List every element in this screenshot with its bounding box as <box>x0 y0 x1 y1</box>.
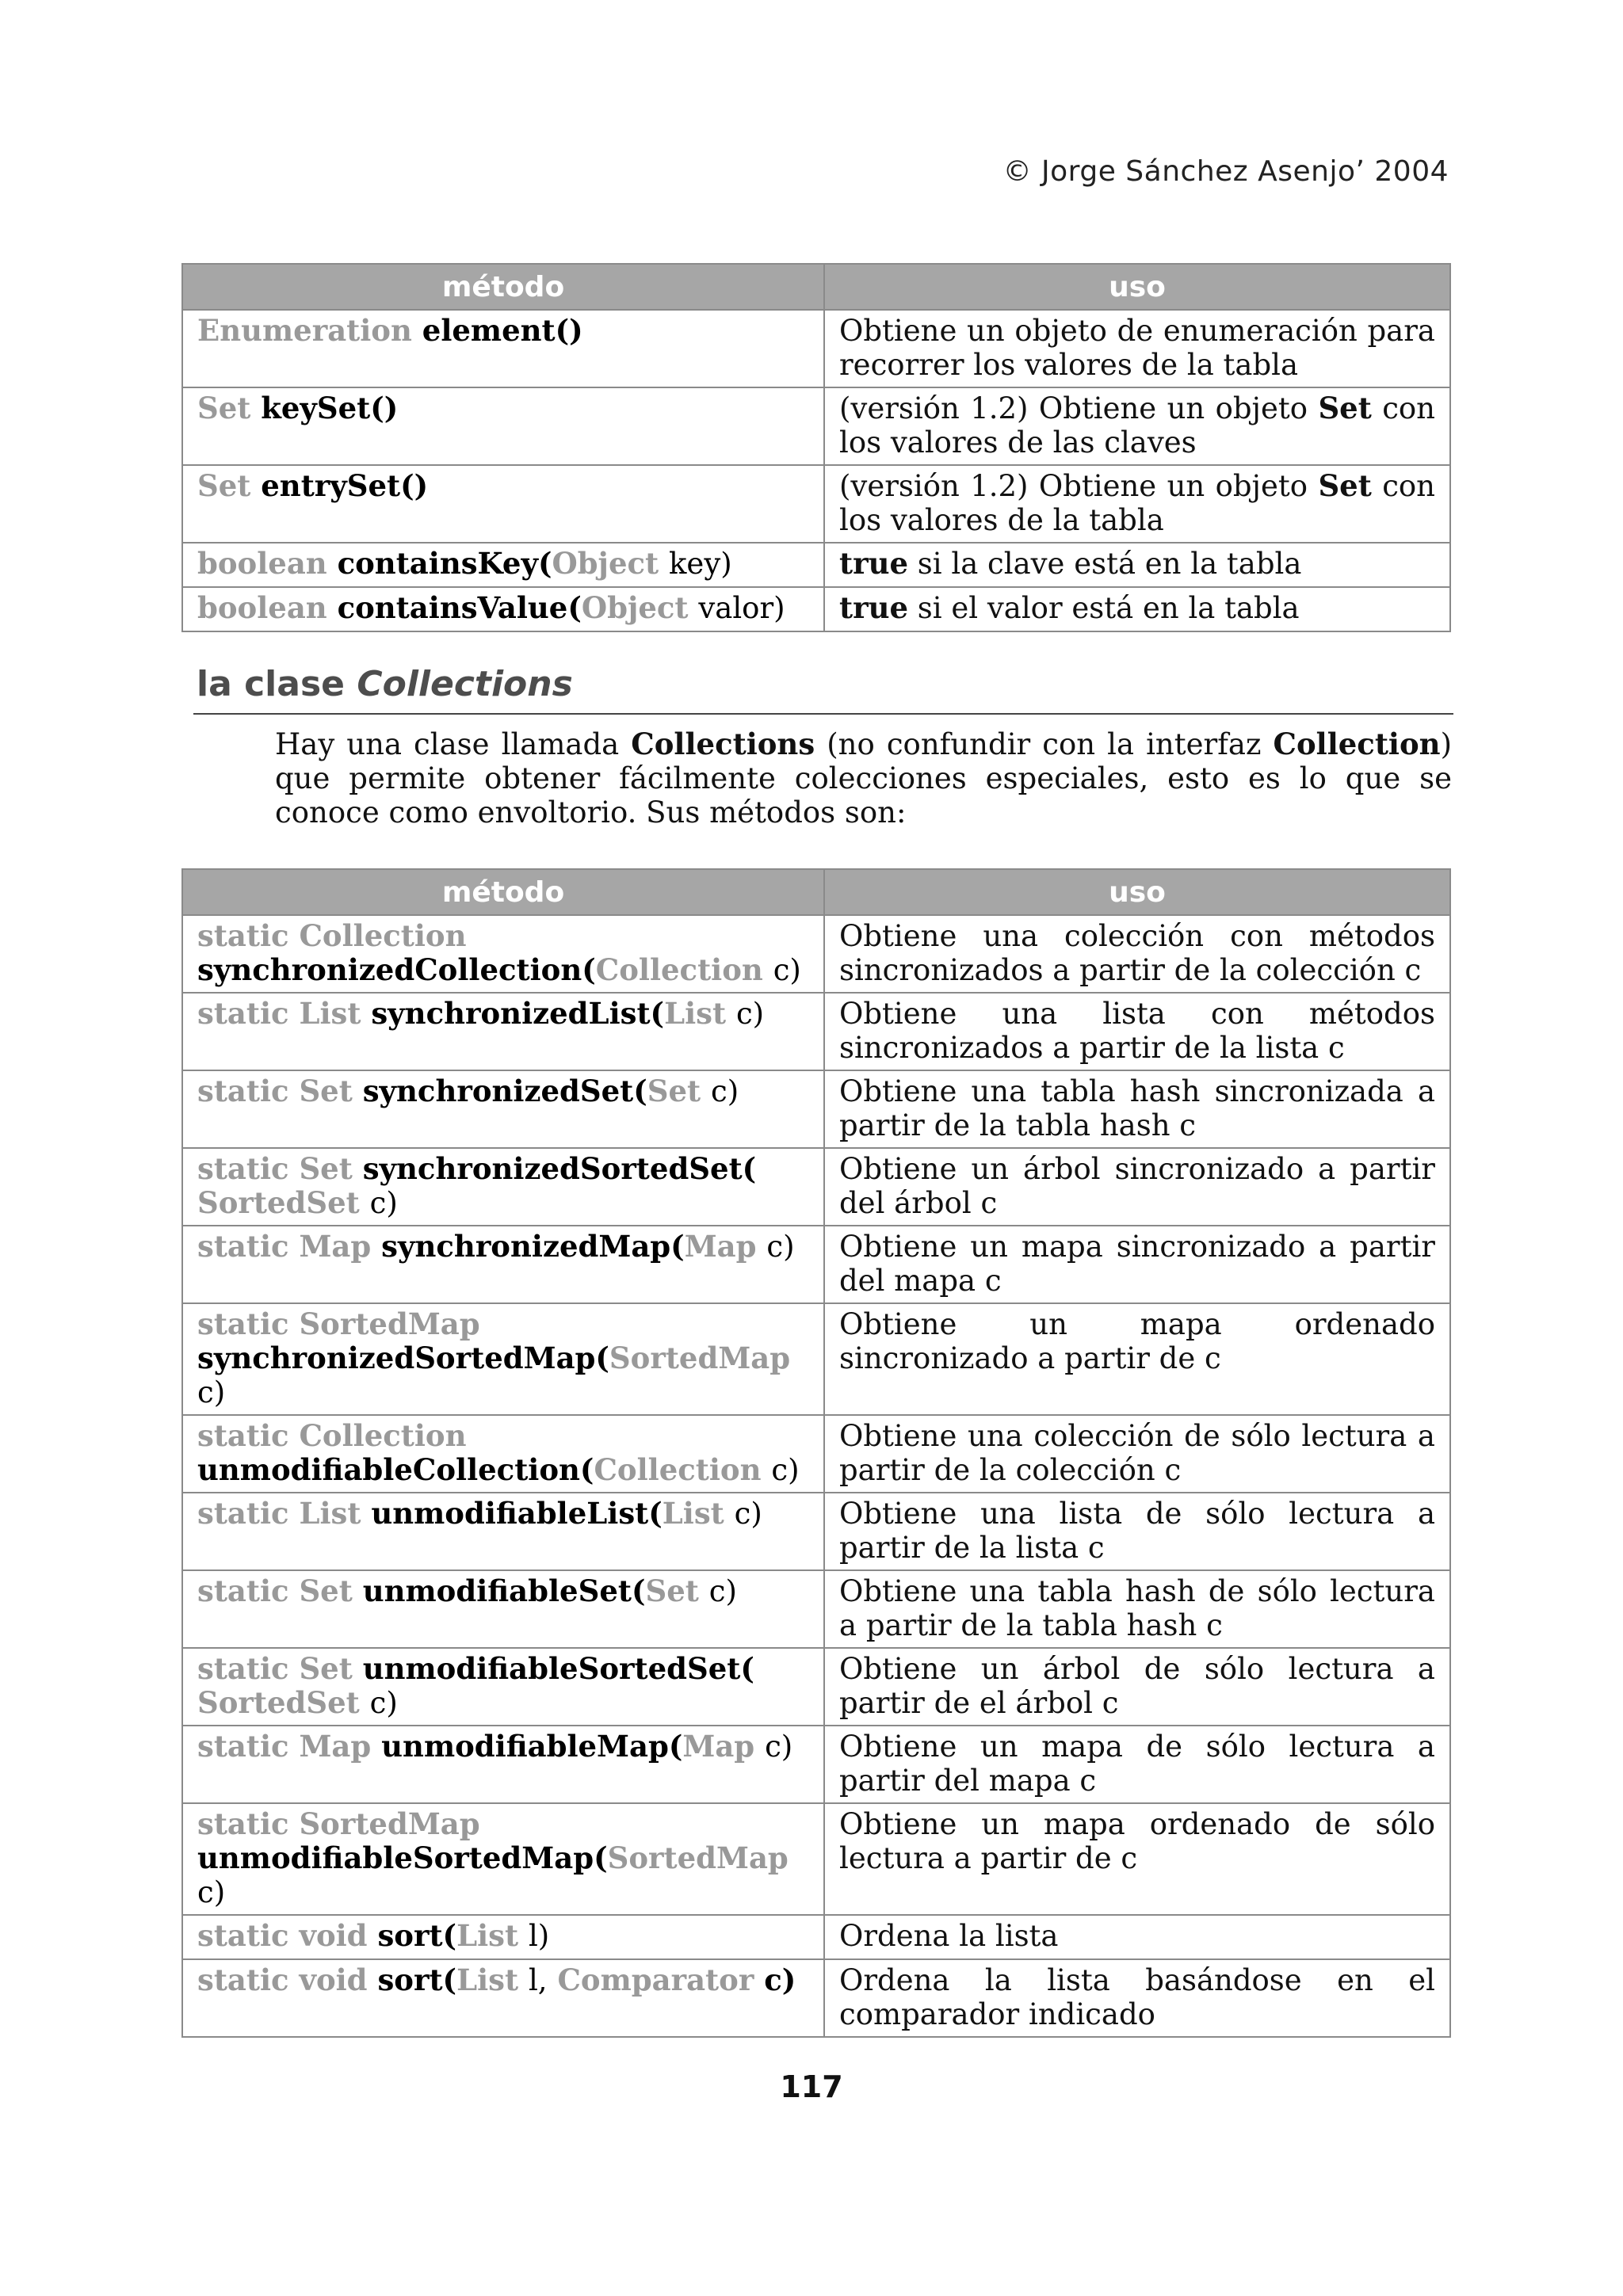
usage-text: si la clave está en la tabla <box>917 547 1302 581</box>
argument-type: SortedSet <box>197 1185 360 1220</box>
method-name: sort( <box>377 1918 457 1953</box>
return-type: static List <box>197 996 361 1031</box>
section-heading <box>197 664 573 704</box>
argument-name: c) <box>369 1686 398 1720</box>
paragraph-keyword: Collection <box>1273 727 1441 761</box>
table-row <box>182 1803 1450 1915</box>
argument-name: c) <box>771 1453 800 1487</box>
usage-keyword: Set <box>1318 391 1372 425</box>
argument-type: SortedSet <box>197 1685 360 1720</box>
argument-type: Map <box>682 1729 755 1764</box>
method-usage: Obtiene un mapa ordenado sincronizado a partir de c <box>824 1303 1450 1415</box>
argument-name: c) <box>369 1186 398 1220</box>
method-usage: Obtiene un árbol sincronizado a partir del árbol c <box>824 1148 1450 1226</box>
argument-type: List <box>456 1962 519 1997</box>
method-name: unmodifiableSet( <box>362 1573 646 1608</box>
method-usage: Obtiene una colección con métodos sincronizados a partir de la colección c <box>824 915 1450 993</box>
column-header-uso: uso <box>824 264 1450 310</box>
usage-text: (versión 1.2) Obtiene un objeto <box>839 391 1308 425</box>
method-name: unmodifiableSortedSet( <box>362 1651 754 1686</box>
method-usage: Obtiene un árbol de sólo lectura a partir de el árbol c <box>824 1648 1450 1726</box>
paragraph-text: (no confundir con la interfaz <box>827 727 1262 761</box>
usage-keyword: Set <box>1318 468 1372 503</box>
method-signature <box>182 587 824 631</box>
table-row <box>182 1570 1450 1648</box>
method-name: synchronizedCollection( <box>197 952 596 987</box>
table-row <box>182 1226 1450 1303</box>
method-usage: Ordena la lista <box>824 1915 1450 1959</box>
argument-name: l, <box>528 1963 548 1997</box>
method-usage <box>824 587 1450 631</box>
argument-type: List <box>664 996 727 1031</box>
return-type: static void <box>197 1918 368 1953</box>
method-signature <box>182 1148 824 1226</box>
method-usage: Obtiene un mapa ordenado de sólo lectura a partir de c <box>824 1803 1450 1915</box>
method-name: unmodifiableMap( <box>381 1729 683 1764</box>
usage-keyword: true <box>839 590 909 625</box>
method-usage: Obtiene una lista de sólo lectura a partir de la lista c <box>824 1493 1450 1570</box>
argument-name: c) <box>766 1230 795 1264</box>
method-signature <box>182 915 824 993</box>
method-signature <box>182 1226 824 1303</box>
argument-name: c) <box>773 953 801 987</box>
argument-name: c) <box>711 1074 739 1108</box>
method-name: containsValue( <box>337 590 582 625</box>
return-type: static SortedMap <box>197 1806 480 1841</box>
argument-type: Set <box>647 1074 701 1108</box>
argument-name: l) <box>528 1919 550 1953</box>
method-name: keySet() <box>261 391 399 425</box>
method-name: entrySet() <box>261 468 429 503</box>
table-row <box>182 1493 1450 1570</box>
methods-table-collections <box>181 868 1451 2038</box>
method-signature <box>182 1726 824 1803</box>
method-signature <box>182 1570 824 1648</box>
methods-table-hashtable <box>181 263 1451 632</box>
argument-type: SortedMap <box>607 1840 789 1875</box>
column-header-uso: uso <box>824 869 1450 915</box>
return-type: static void <box>197 1962 368 1997</box>
method-name: unmodifiableCollection( <box>197 1452 594 1487</box>
method-usage: Obtiene un objeto de enumeración para recorrer los valores de la tabla <box>824 310 1450 387</box>
page-number: 117 <box>780 2069 843 2104</box>
method-name: synchronizedList( <box>371 996 665 1031</box>
return-type: Set <box>197 391 251 425</box>
table-row <box>182 1915 1450 1959</box>
method-signature <box>182 993 824 1070</box>
argument-type: Object <box>552 546 659 581</box>
return-type: static SortedMap <box>197 1306 480 1341</box>
method-usage: Obtiene una tabla hash sincronizada a partir de la tabla hash c <box>824 1070 1450 1148</box>
argument-name: c) <box>197 1375 226 1409</box>
usage-text: con los valores de la tabla <box>839 469 1436 537</box>
table-row <box>182 915 1450 993</box>
method-name: unmodifiableList( <box>371 1496 663 1531</box>
method-signature <box>182 543 824 587</box>
table-row <box>182 1070 1450 1148</box>
return-type: Enumeration <box>197 313 412 348</box>
usage-text: si el valor está en la tabla <box>917 591 1300 625</box>
argument-name: c) <box>764 1962 796 1997</box>
return-type: static Map <box>197 1229 372 1264</box>
return-type: boolean <box>197 546 327 581</box>
return-type: static Set <box>197 1074 353 1108</box>
method-signature <box>182 310 824 387</box>
method-usage <box>824 387 1450 465</box>
method-signature <box>182 1803 824 1915</box>
argument-name: c) <box>734 1497 762 1531</box>
argument-name: c) <box>708 1574 737 1608</box>
method-signature <box>182 1648 824 1726</box>
method-usage: Obtiene un mapa de sólo lectura a partir del mapa c <box>824 1726 1450 1803</box>
method-name: synchronizedSet( <box>362 1074 647 1108</box>
table-row <box>182 543 1450 587</box>
table-row <box>182 465 1450 543</box>
table-row <box>182 387 1450 465</box>
method-name: synchronizedSortedMap( <box>197 1341 609 1375</box>
table-row <box>182 1415 1450 1493</box>
argument-type: SortedMap <box>609 1341 791 1375</box>
method-usage: Ordena la lista basándose en el comparador indicado <box>824 1959 1450 2037</box>
table-row <box>182 1648 1450 1726</box>
table-row <box>182 1303 1450 1415</box>
section-heading-italic: Collections <box>357 664 573 704</box>
return-type: static Set <box>197 1151 353 1186</box>
argument-type: Object <box>581 590 689 625</box>
argument-type: Collection <box>594 1452 762 1487</box>
argument-type: List <box>456 1918 519 1953</box>
method-signature <box>182 1493 824 1570</box>
argument-type: Map <box>684 1229 757 1264</box>
method-usage <box>824 543 1450 587</box>
method-name: element() <box>422 313 583 348</box>
method-signature <box>182 465 824 543</box>
argument-type: Collection <box>595 952 763 987</box>
method-signature <box>182 1959 824 2037</box>
method-signature <box>182 1303 824 1415</box>
method-signature <box>182 1415 824 1493</box>
table-row <box>182 1726 1450 1803</box>
method-name: unmodifiableSortedMap( <box>197 1840 608 1875</box>
column-header-metodo: método <box>182 264 824 310</box>
table-row <box>182 587 1450 631</box>
return-type: static Map <box>197 1729 372 1764</box>
return-type: boolean <box>197 590 327 625</box>
usage-keyword: true <box>839 546 909 581</box>
argument-name: c) <box>197 1875 226 1909</box>
method-signature <box>182 1915 824 1959</box>
paragraph-text: ) que permite obtener fácilmente colecciones especiales, esto es lo que se conoce como envoltorio. Sus métodos son: <box>275 727 1453 830</box>
paragraph-keyword: Collections <box>631 727 815 761</box>
argument-name: valor) <box>698 591 785 625</box>
return-type: Set <box>197 468 251 503</box>
method-usage: Obtiene una colección de sólo lectura a partir de la colección c <box>824 1415 1450 1493</box>
argument-type: List <box>662 1496 724 1531</box>
table-row <box>182 1148 1450 1226</box>
method-name: containsKey( <box>337 546 552 581</box>
table-row <box>182 993 1450 1070</box>
table-row <box>182 1959 1450 2037</box>
return-type: static Set <box>197 1573 353 1608</box>
argument-name: c) <box>735 997 765 1031</box>
method-signature <box>182 387 824 465</box>
usage-text: (versión 1.2) Obtiene un objeto <box>839 469 1308 503</box>
usage-text: con los valores de las claves <box>839 391 1436 460</box>
argument-name: key) <box>669 547 732 581</box>
section-divider <box>193 713 1453 715</box>
method-usage: Obtiene una tabla hash de sólo lectura a partir de la tabla hash c <box>824 1570 1450 1648</box>
argument-type: Set <box>645 1573 699 1608</box>
method-name: synchronizedMap( <box>381 1229 685 1264</box>
header-copyright: © Jorge Sánchez Asenjo’ 2004 <box>1002 155 1449 188</box>
method-name: sort( <box>377 1962 457 1997</box>
method-signature <box>182 1070 824 1148</box>
argument-name: c) <box>765 1730 793 1764</box>
method-name: synchronizedSortedSet( <box>362 1151 757 1186</box>
method-usage: Obtiene un mapa sincronizado a partir del mapa c <box>824 1226 1450 1303</box>
method-usage: Obtiene una lista con métodos sincronizados a partir de la lista c <box>824 993 1450 1070</box>
section-heading-plain: la clase <box>197 664 345 704</box>
return-type: static Collection <box>197 1418 467 1453</box>
paragraph-text: Hay una clase llamada <box>275 727 620 761</box>
return-type: static Collection <box>197 918 467 953</box>
column-header-metodo: método <box>182 869 824 915</box>
section-paragraph <box>275 727 1452 830</box>
return-type: static List <box>197 1496 361 1531</box>
argument-type: Comparator <box>557 1962 754 1997</box>
method-usage <box>824 465 1450 543</box>
table-row <box>182 310 1450 387</box>
return-type: static Set <box>197 1651 353 1686</box>
